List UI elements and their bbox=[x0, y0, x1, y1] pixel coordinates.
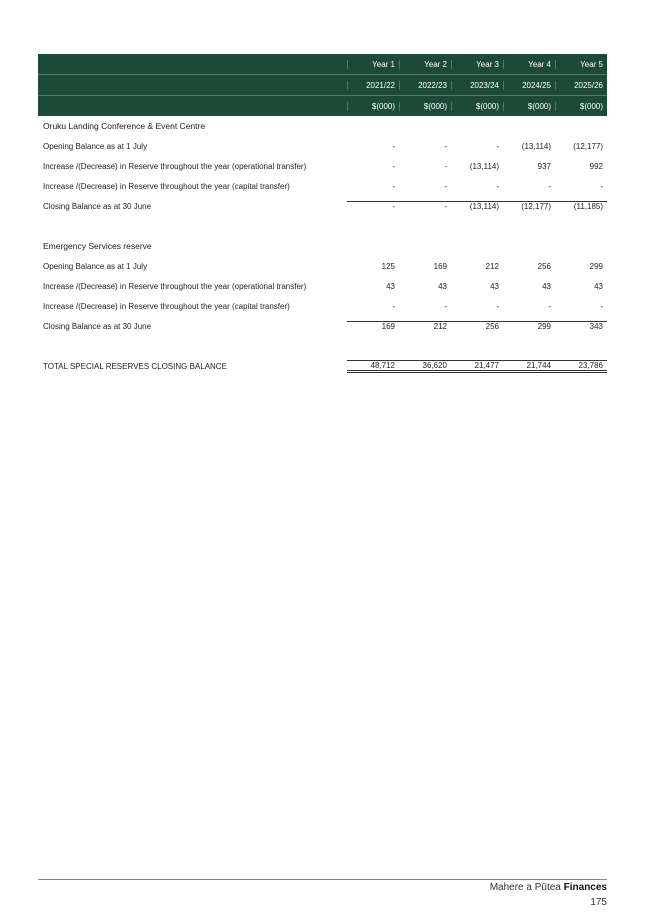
header-row-period bbox=[38, 75, 607, 96]
table-header bbox=[38, 54, 607, 116]
cell: 21,477 bbox=[451, 360, 503, 373]
header-row-unit bbox=[38, 96, 607, 116]
cell: - bbox=[444, 181, 447, 191]
cell: 125 bbox=[381, 261, 395, 271]
row-label: Closing Balance as at 30 June bbox=[43, 201, 152, 211]
cell: 169 bbox=[433, 261, 447, 271]
total-label: TOTAL SPECIAL RESERVES CLOSING BALANCE bbox=[43, 361, 227, 371]
footer-title-prefix: Mahere a Pūtea bbox=[489, 882, 564, 893]
header-cell: $(000) bbox=[399, 102, 451, 111]
cell: 23,786 bbox=[555, 360, 607, 373]
cell: 43 bbox=[386, 281, 395, 291]
header-cell: Year 4 bbox=[503, 60, 555, 69]
cell: (12,177) bbox=[573, 141, 603, 151]
row-label: Opening Balance as at 1 July bbox=[43, 141, 148, 151]
cell: 299 bbox=[503, 321, 555, 331]
row-label: Increase /(Decrease) in Reserve throughout the year (operational transfer) bbox=[43, 161, 307, 171]
cell: 343 bbox=[555, 321, 607, 331]
cell: (13,114) bbox=[469, 161, 499, 171]
cell: (12,177) bbox=[503, 201, 555, 211]
table-row bbox=[38, 176, 607, 196]
row-label: Opening Balance as at 1 July bbox=[43, 261, 148, 271]
footer-title-bold: Finances bbox=[563, 882, 607, 893]
cell: - bbox=[444, 301, 447, 311]
cell: 36,620 bbox=[399, 360, 451, 373]
header-cell: 2025/26 bbox=[555, 81, 607, 90]
cell: 43 bbox=[490, 281, 499, 291]
cell: 256 bbox=[537, 261, 551, 271]
cell: 937 bbox=[537, 161, 551, 171]
footer-divider bbox=[38, 879, 607, 880]
page-number: 175 bbox=[590, 897, 607, 908]
section-title: Oruku Landing Conference & Event Centre bbox=[43, 121, 206, 131]
row-label: Increase /(Decrease) in Reserve throughout the year (operational transfer) bbox=[43, 281, 307, 291]
cell: - bbox=[399, 201, 451, 211]
header-cell: 2024/25 bbox=[503, 81, 555, 90]
cell: 43 bbox=[594, 281, 603, 291]
header-cell: $(000) bbox=[555, 102, 607, 111]
cell: - bbox=[444, 141, 447, 151]
cell: 43 bbox=[542, 281, 551, 291]
cell: - bbox=[347, 201, 399, 211]
section-title: Emergency Services reserve bbox=[43, 241, 152, 251]
cell: - bbox=[600, 181, 603, 191]
cell: - bbox=[496, 301, 499, 311]
header-row-year bbox=[38, 54, 607, 75]
cell: - bbox=[392, 141, 395, 151]
table-row bbox=[38, 136, 607, 156]
header-cell: $(000) bbox=[347, 102, 399, 111]
row-label: Closing Balance as at 30 June bbox=[43, 321, 152, 331]
row-label: Increase /(Decrease) in Reserve throughout the year (capital transfer) bbox=[43, 301, 290, 311]
cell: 992 bbox=[589, 161, 603, 171]
cell: - bbox=[548, 181, 551, 191]
header-cell: 2021/22 bbox=[347, 81, 399, 90]
section-title-row bbox=[38, 116, 607, 136]
cell: (13,114) bbox=[521, 141, 551, 151]
cell: - bbox=[496, 141, 499, 151]
header-cell: Year 3 bbox=[451, 60, 503, 69]
cell: - bbox=[496, 181, 499, 191]
header-cell: Year 5 bbox=[555, 60, 607, 69]
footer-title bbox=[490, 882, 607, 893]
table-row bbox=[38, 156, 607, 176]
total-row bbox=[38, 356, 607, 376]
table-row bbox=[38, 276, 607, 296]
table-row bbox=[38, 256, 607, 276]
cell: 43 bbox=[438, 281, 447, 291]
header-cell: 2022/23 bbox=[399, 81, 451, 90]
cell: (13,114) bbox=[451, 201, 503, 211]
cell: 169 bbox=[347, 321, 399, 331]
closing-balance-row bbox=[38, 316, 607, 336]
header-cell: $(000) bbox=[451, 102, 503, 111]
cell: - bbox=[444, 161, 447, 171]
cell: 299 bbox=[589, 261, 603, 271]
section-title-row bbox=[38, 236, 607, 256]
cell: 256 bbox=[451, 321, 503, 331]
closing-balance-row bbox=[38, 196, 607, 216]
table-row bbox=[38, 296, 607, 316]
cell: 212 bbox=[485, 261, 499, 271]
cell: - bbox=[392, 161, 395, 171]
header-cell: Year 2 bbox=[399, 60, 451, 69]
cell: - bbox=[392, 181, 395, 191]
reserves-table bbox=[38, 54, 607, 376]
cell: (11,185) bbox=[555, 201, 607, 211]
row-label: Increase /(Decrease) in Reserve throughout the year (capital transfer) bbox=[43, 181, 290, 191]
header-cell: 2023/24 bbox=[451, 81, 503, 90]
cell: 212 bbox=[399, 321, 451, 331]
cell: - bbox=[600, 301, 603, 311]
cell: 48,712 bbox=[347, 360, 399, 373]
header-cell: Year 1 bbox=[347, 60, 399, 69]
cell: - bbox=[392, 301, 395, 311]
cell: - bbox=[548, 301, 551, 311]
cell: 21,744 bbox=[503, 360, 555, 373]
header-cell: $(000) bbox=[503, 102, 555, 111]
